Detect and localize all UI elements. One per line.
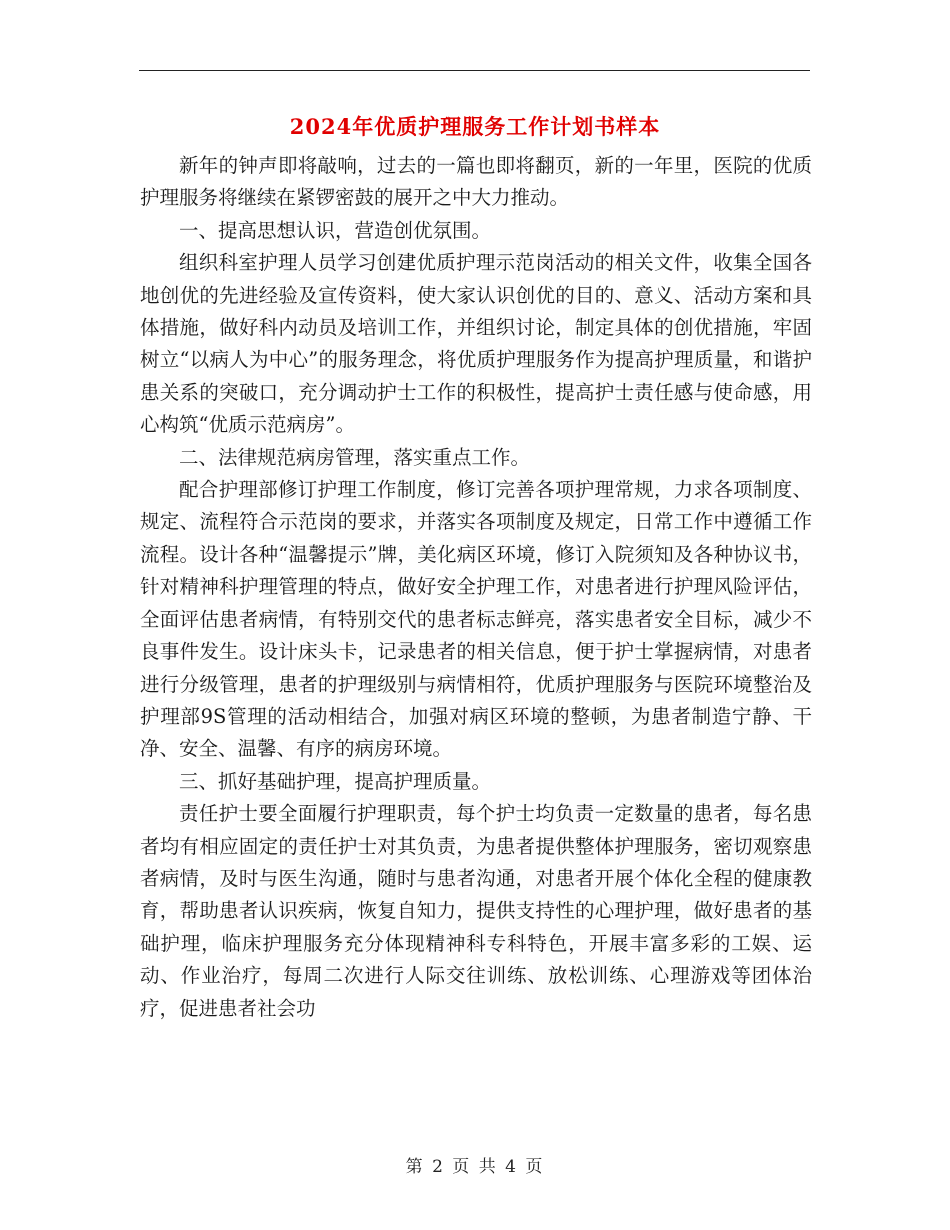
paragraph-intro: 新年的钟声即将敲响，过去的一篇也即将翻页，新的一年里，医院的优质护理服务将继续在紧锣密鼓的展开之中大力推动。 <box>140 154 812 210</box>
document-body <box>140 150 812 1025</box>
document-title: 2024年优质护理服务工作计划书样本 <box>289 114 661 139</box>
paragraph-section-3: 责任护士要全面履行护理职责，每个护士均负责一定数量的患者，每名患者均有相应固定的责任护士对其负责，为患者提供整体护理服务，密切观察患者病情，及时与医生沟通，随时与患者沟通，对患者开展个体化全程的健康教育，帮助患者认识疾病，恢复自知力，提供支持性的心理护理，做好患者的基础护理，临床护理服务充分体现精神科专科特色，开展丰富多彩的工娱、运动、作业治疗，每周二次进行人际交往训练、放松训练、心理游戏等团体治疗，促进患者社会功 <box>140 802 812 1020</box>
header-rule <box>139 70 810 71</box>
paragraph-section-2: 配合护理部修订护理工作制度，修订完善各项护理常规，力求各项制度、规定、流程符合示范岗的要求，并落实各项制度及规定，日常工作中遵循工作流程。设计各种“温馨提示”牌，美化病区环境，修订入院须知及各种协议书，针对精神科护理管理的特点，做好安全护理工作，对患者进行护理风险评估，全面评估患者病情，有特别交代的患者标志鲜亮，落实患者安全目标，减少不良事件发生。设计床头卡，记录患者的相关信息，便于护士掌握病情，对患者进行分级管理，患者的护理级别与病情相符，优质护理服务与医院环境整治及护理部9S管理的活动相结合，加强对病区环境的整顿，为患者制造宁静、干净、安全、温馨、有序的病房环境。 <box>140 478 812 761</box>
paragraph-section-1: 组织科室护理人员学习创建优质护理示范岗活动的相关文件，收集全国各地创优的先进经验及宣传资料，使大家认识创优的目的、意义、活动方案和具体措施，做好科内动员及培训工作，并组织讨论，制定具体的创优措施，牢固树立“以病人为中心”的服务理念，将优质护理服务作为提高护理质量，和谐护患关系的突破口，充分调动护士工作的积极性，提高护士责任感与使命感，用心构筑“优质示范病房”。 <box>140 251 812 437</box>
section-heading-3: 三、抓好基础护理，提高护理质量。 <box>179 769 492 793</box>
page-number: 第 2 页 共 4 页 <box>405 1157 545 1177</box>
section-heading-1: 一、提高思想认识，营造创优氛围。 <box>179 218 492 242</box>
section-heading-2: 二、法律规范病房管理，落实重点工作。 <box>179 445 531 469</box>
